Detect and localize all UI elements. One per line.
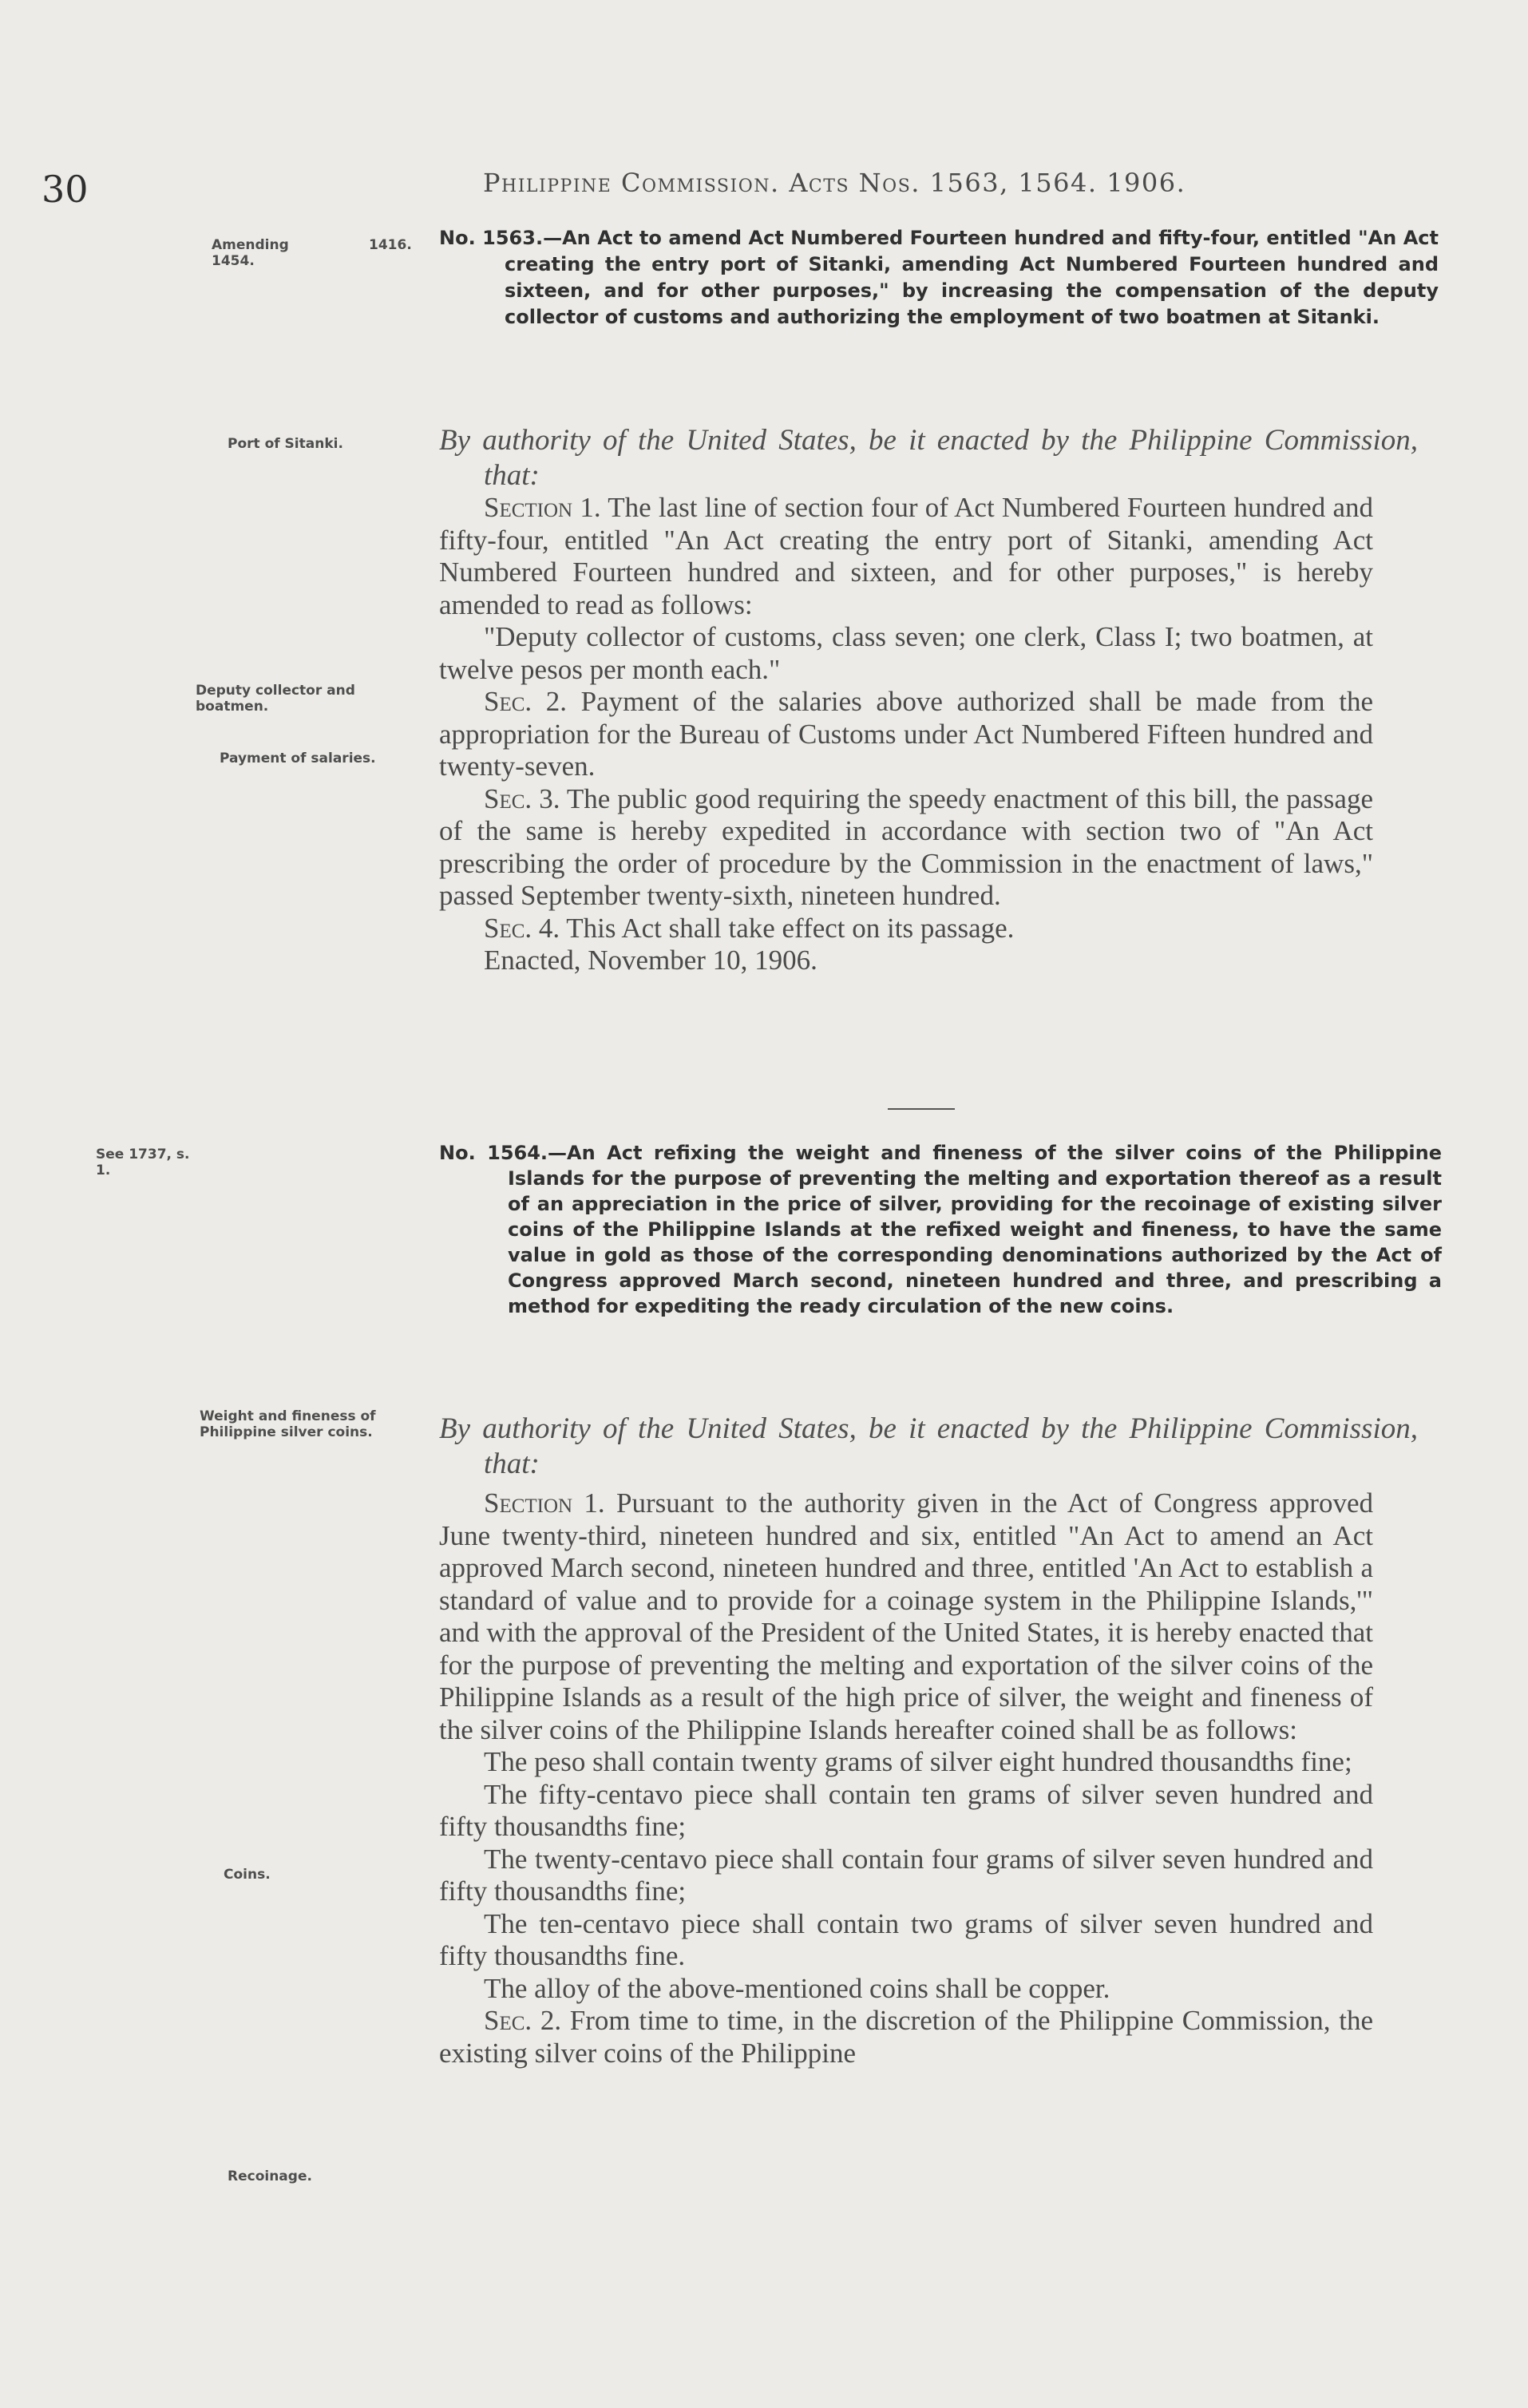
act-1564-body	[439, 1487, 1373, 2069]
section-label: Section 1.	[484, 492, 601, 523]
act-1564-section-1	[439, 1487, 1373, 1746]
margin-note-stamp: 1416.	[369, 237, 412, 253]
margin-note-coins: Coins.	[224, 1867, 271, 1883]
act-1563-enacting-clause: By authority of the United States, be it enacted by the Philippine Commission, that:	[439, 424, 1418, 492]
act-1563-title: No. 1563.—An Act to amend Act Numbered Fourteen hundred and fifty-four, entitled "An Act creating the entry port of Sitanki, amending Act Numbered Fourteen hundred and sixteen, and for other purposes," by increasing the compensation of the deputy collector of customs and authorizing the employment of two boatmen at Sitanki.	[439, 227, 1439, 328]
act-1563-section-4	[439, 913, 1373, 945]
margin-note-weight: Weight and fineness of Philippine silver coins.	[200, 1408, 376, 1440]
section-text: Pursuant to the authority given in the Act of Congress approved June twenty-third, nineteen hundred and six, entitled "An Act to amend an Act approved March second, nineteen hundred and three, entitled 'An Act to establish a standard of value and to provide for a coinage system in the Philippine Islands,'" and with the approval of the President of the United States, it is hereby enacted that for the purpose of preventing the melting and exportation of the silver coins of the Philippine Islands as a result of the high price of silver, the weight and fineness of the silver coins of the Philippine Islands hereafter coined shall be as follows:	[439, 1487, 1373, 1745]
section-divider	[888, 1108, 955, 1110]
running-head	[483, 168, 1186, 198]
section-label: Sec. 3.	[484, 782, 560, 814]
section-text: Payment of the salaries above authorized shall be made from the appropriation for the Bureau of Customs under Act Numbered Fifteen hundred and twenty-seven.	[439, 686, 1373, 782]
coin-twenty-centavo: The twenty-centavo piece shall contain four grams of silver seven hundred and fifty thousandths fine;	[439, 1843, 1373, 1907]
section-label: Sec. 2.	[484, 2005, 562, 2036]
coin-alloy: The alloy of the above-mentioned coins shall be copper.	[484, 1972, 1110, 2004]
act-1563-section-2	[439, 686, 1373, 783]
margin-note-payment: Payment of salaries.	[220, 751, 376, 766]
act-1563-enacted-date: Enacted, November 10, 1906.	[484, 945, 817, 976]
coin-peso: The peso shall contain twenty grams of silver eight hundred thousandths fine;	[484, 1746, 1352, 1777]
section-label: Section 1.	[484, 1487, 605, 1519]
page-number: 30	[42, 168, 89, 211]
act-1563-section-3	[439, 783, 1373, 913]
section-label: Sec. 2.	[484, 686, 568, 717]
coin-fifty-centavo: The fifty-centavo piece shall contain ten grams of silver seven hundred and fifty thousandths fine;	[439, 1778, 1373, 1842]
act-1564-title: No. 1564.—An Act refixing the weight and fineness of the silver coins of the Philippine Islands for the purpose of preventing the melting and exportation thereof as a result of an appreciation in the price of silver, providing for the recoinage of existing silver coins of the Philippine Islands at the refixed weight and fineness, to have the same value in gold as those of the corresponding denominations authorized by the Act of Congress approved March second, nineteen hundred and three, and prescribing a method for expediting the ready circulation of the new coins.	[439, 1142, 1442, 1317]
section-text: From time to time, in the discretion of the Philippine Commission, the existing silver coins of the Philippine	[439, 2005, 1373, 2069]
margin-note-port: Port of Sitanki.	[228, 436, 343, 452]
running-head-text: Philippine Commission. Acts Nos. 1563, 1564. 1906.	[483, 168, 1186, 198]
act-1564-section-2	[439, 2005, 1373, 2069]
margin-note-amending: Amending 1454.	[212, 237, 289, 269]
section-text: This Act shall take effect on its passage.	[560, 912, 1015, 944]
margin-note-recoinage: Recoinage.	[228, 2168, 312, 2184]
act-1564-enacting-clause: By authority of the United States, be it enacted by the Philippine Commission, that:	[439, 1412, 1418, 1480]
section-text: The last line of section four of Act Numbered Fourteen hundred and fifty-four, entitled "An Act creating the entry port of Sitanki, amending Act Numbered Fourteen hundred and sixteen, and for other purposes," is hereby amended to read as follows:	[439, 492, 1373, 620]
act-1563-section-1	[439, 492, 1373, 621]
section-label: Sec. 4.	[484, 912, 560, 944]
act-1563-body	[439, 492, 1373, 977]
section-text: The public good requiring the speedy enactment of this bill, the passage of the same is hereby expedited in accordance with section two of "An Act prescribing the order of procedure by the Commission in the enactment of laws," passed September twenty-sixth, nineteen hundred.	[439, 782, 1373, 911]
act-1563-section-1-quote: "Deputy collector of customs, class seven; one clerk, Class I; two boatmen, at twelve pesos per month each."	[439, 621, 1373, 685]
coin-ten-centavo: The ten-centavo piece shall contain two grams of silver seven hundred and fifty thousandths fine.	[439, 1907, 1373, 1971]
margin-note-see: See 1737, s. 1.	[96, 1147, 190, 1178]
margin-note-deputy: Deputy collector and boatmen.	[196, 683, 355, 715]
